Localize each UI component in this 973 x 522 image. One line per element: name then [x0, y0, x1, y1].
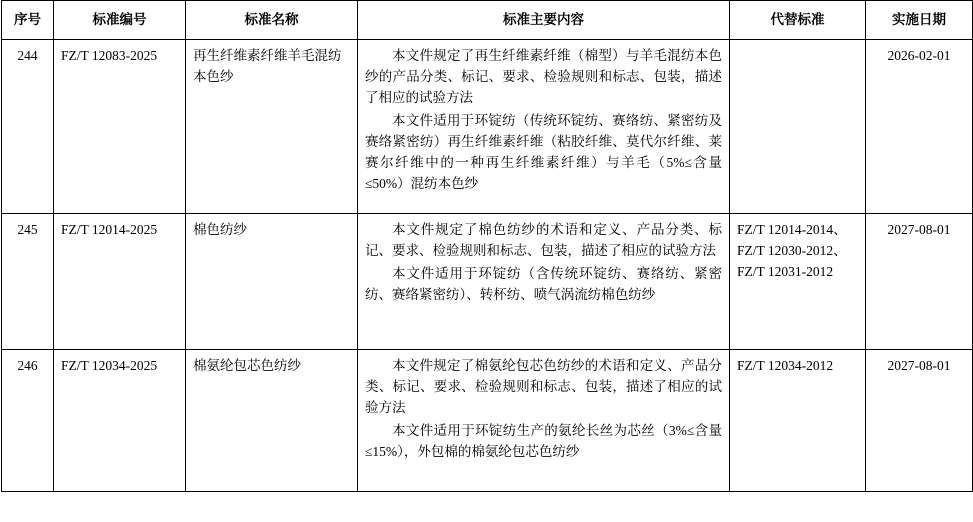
column-header-replace: 代替标准	[730, 1, 866, 40]
column-header-name: 标准名称	[186, 1, 358, 40]
column-header-code: 标准编号	[54, 1, 186, 40]
cell-effective-date: 2026-02-01	[866, 40, 973, 214]
cell-replaced-standards	[730, 40, 866, 214]
content-paragraph: 本文件适用于环锭纺生产的氨纶长丝为芯丝（3%≤含量≤15%），外包棉的棉氨纶包芯色纺纱	[365, 422, 722, 459]
cell-replaced-standards	[730, 350, 866, 492]
column-header-date: 实施日期	[866, 1, 973, 40]
cell-standard-content	[358, 40, 730, 214]
cell-standard-name: 再生纤维素纤维羊毛混纺本色纱	[186, 40, 358, 214]
column-header-content: 标准主要内容	[358, 1, 730, 40]
table-header-row	[2, 1, 973, 40]
content-paragraph: 本文件规定了再生纤维素纤维（棉型）与羊毛混纺本色纱的产品分类、标记、要求、检验规则和标志、包装，描述了相应的试验方法	[365, 48, 722, 105]
table-row	[2, 350, 973, 492]
cell-seq: 245	[2, 214, 54, 350]
replaced-standard-item: FZ/T 12031-2012	[737, 263, 834, 279]
cell-seq: 244	[2, 40, 54, 214]
replaced-standard-item: FZ/T 12034-2012	[737, 358, 834, 373]
cell-standard-code: FZ/T 12014-2025	[54, 214, 186, 350]
replaced-standard-item: FZ/T 12014-2014、	[737, 222, 847, 237]
cell-standard-code: FZ/T 12083-2025	[54, 40, 186, 214]
cell-standard-content	[358, 350, 730, 492]
standards-table	[1, 0, 973, 492]
content-paragraph: 本文件适用于环锭纺（含传统环锭纺、赛络纺、紧密纺、赛络紧密纺）、转杯纺、喷气涡流纺棉色纺纱	[365, 265, 722, 302]
cell-effective-date: 2027-08-01	[866, 350, 973, 492]
table-row	[2, 40, 973, 214]
cell-standard-code: FZ/T 12034-2025	[54, 350, 186, 492]
content-paragraph: 本文件规定了棉氨纶包芯色纺纱的术语和定义、产品分类、标记、要求、检验规则和标志、包装，描述了相应的试验方法	[365, 358, 722, 415]
replaced-standard-item: FZ/T 12030-2012、	[737, 242, 847, 258]
content-paragraph: 本文件适用于环锭纺（传统环锭纺、赛络纺、紧密纺及赛络紧密纺）再生纤维素纤维（粘胶纤维、莫代尔纤维、莱赛尔纤维中的一种再生纤维素纤维）与羊毛（5%≤含量≤50%）混纺本色纱	[365, 112, 722, 191]
cell-standard-name: 棉色纺纱	[186, 214, 358, 350]
cell-effective-date: 2027-08-01	[866, 214, 973, 350]
cell-seq: 246	[2, 350, 54, 492]
cell-replaced-standards	[730, 214, 866, 350]
table-header	[2, 1, 973, 40]
cell-standard-name: 棉氨纶包芯色纺纱	[186, 350, 358, 492]
cell-standard-content	[358, 214, 730, 350]
column-header-seq: 序号	[2, 1, 54, 40]
table-body	[2, 40, 973, 492]
table-row	[2, 214, 973, 350]
content-paragraph: 本文件规定了棉色纺纱的术语和定义、产品分类、标记、要求、检验规则和标志、包装，描述了相应的试验方法	[365, 222, 722, 258]
